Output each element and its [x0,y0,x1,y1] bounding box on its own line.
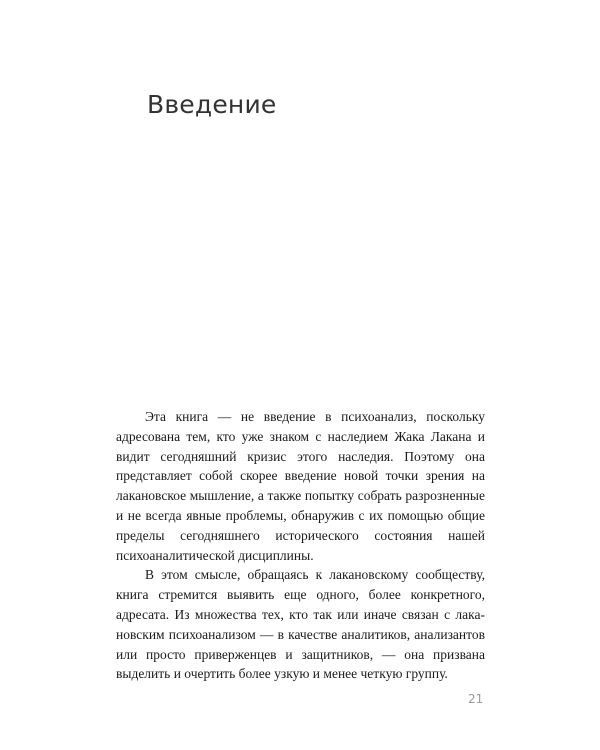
paragraph: В этом смысле, обращаясь к лакановскому сообществу, книга стремится выявить еще одного, более конкретного, адресата. Из множества тех, кто так или иначе связан с лакановским психоанализом — в качестве аналитиков, анализантов или просто приверженцев и защитников, — она призвана выделить и очертить более узкую и менее четкую группу. [116,567,485,682]
page-number: 21 [468,692,484,706]
paragraph: Эта книга — не введение в психоанализ, поскольку адресована тем, кто уже знаком с наследием Жака Лакана и видит сегодняшний кризис этого наследия. Поэтому она представляет собой скорее введение новой точки зрения на лакановское мышление, а также попытку собрать разрозненные и не всегда явные проблемы, обнаружив с их помощью общие пределы сегодняшнего исторического состояния нашей психоаналитической дисциплины. [116,409,485,563]
body-text [116,407,485,684]
chapter-title: Введение [147,90,277,119]
